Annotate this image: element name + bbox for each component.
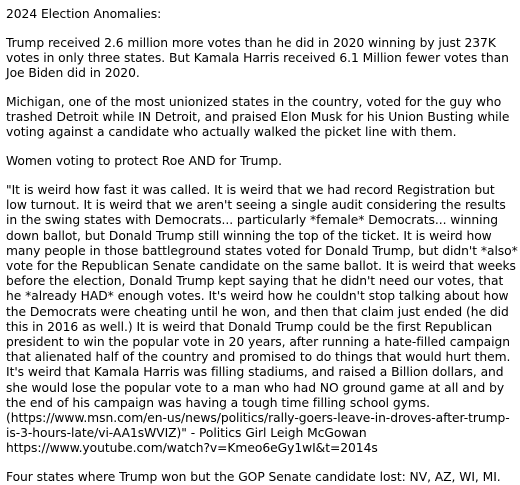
paragraph-senate-states: Four states where Trump won but the GOP Senate candidate lost: NV, AZ, WI, MI. <box>6 470 501 485</box>
document-body <box>6 7 518 485</box>
paragraph-women-voting: Women voting to protect Roe AND for Trump. <box>6 154 282 169</box>
paragraph-quote: "It is weird how fast it was called. It is weird that we had record Registration but low turnout. It is weird that we aren't seeing a single audit considering the results in the swing states with Democrats... particularly *female* Democrats... winning down ballot, but Donald Trump still winning the top of the ticket. It is weird how many people in those battleground states voted for Donald Trump, but didn't *also* vote for the Republican Senate candidate on the same ballot. It is weird that weeks before the election, Donald Trump kept saying that he didn't need our votes, that he *already HAD* enough votes. It's weird how he couldn't stop talking about how the Democrats were cheating until he won, and then that claim just ended (he did this in 2016 as well.) It is weird that Donald Trump could be the first Republican president to win the popular vote in 20 years, after running a hate-filled campaign that alienated half of the country and promised to do things that would hurt them. It's weird that Kamala Harris was filling stadiums, and raised a Billion dollars, and she would lose the popular vote to a man who had NO ground game at all and by the end of his campaign was having a tough time filling school gyms. (https://www.msn.com/en-us/news/politics/rally-goers-leave-in-droves-after-trump-is-3-hours-late/vi-AA1sWVIZ)" - Politics Girl Leigh McGowan https://www.youtube.com/watch?v=Kmeo6eGy1wI&t=2014s <box>6 183 518 456</box>
paragraph-michigan: Michigan, one of the most unionized states in the country, voted for the guy who trashed Detroit while IN Detroit, and praised Elon Musk for his Union Busting while voting against a candidate who actually walked the picket line with them. <box>6 95 510 140</box>
document-heading: 2024 Election Anomalies: <box>6 7 162 21</box>
paragraph-vote-totals: Trump received 2.6 million more votes than he did in 2020 winning by just 237K votes in only three states. But Kamala Harris received 6.1 Million fewer votes than Joe Biden did in 2020. <box>6 35 509 81</box>
